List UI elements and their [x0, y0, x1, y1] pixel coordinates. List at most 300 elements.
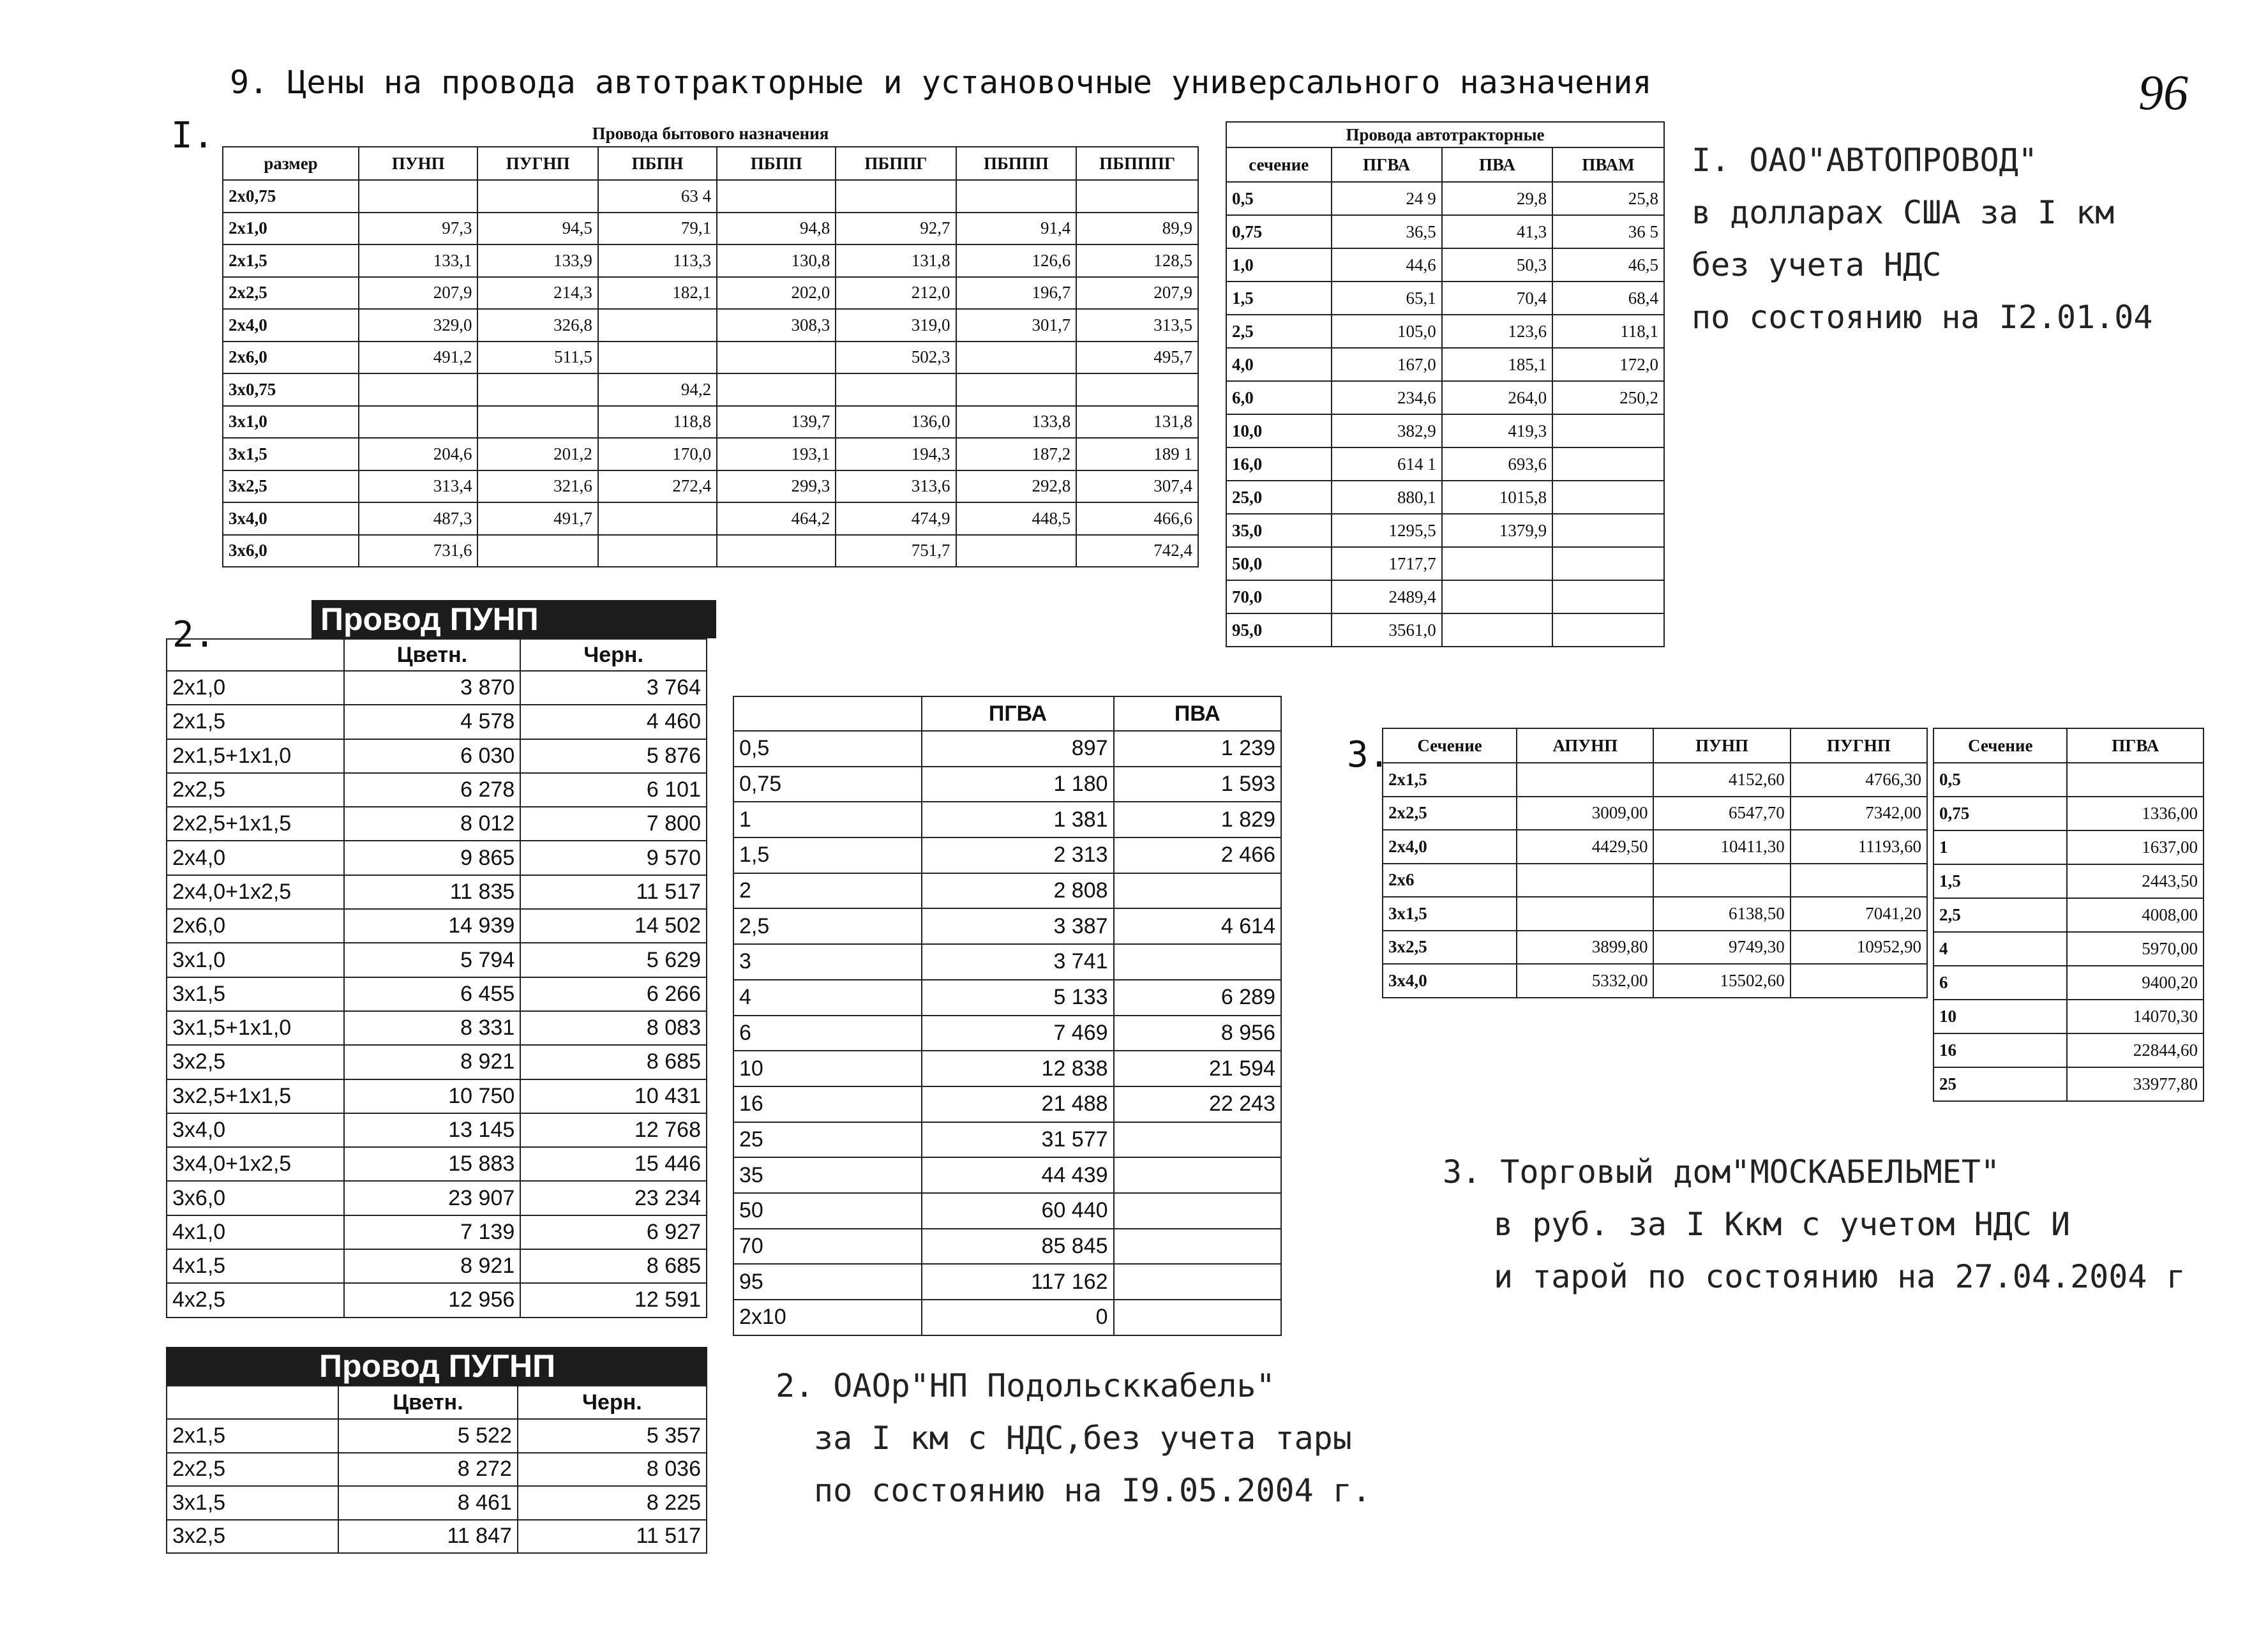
column-header: ПУГНП	[477, 147, 597, 180]
price-cell: 5 133	[922, 980, 1113, 1016]
table-banner: Провод ПУНП	[312, 600, 716, 638]
table-row	[223, 535, 1198, 567]
price-cell: 63 4	[598, 180, 717, 213]
price-cell: 11 517	[520, 875, 707, 909]
price-cell	[598, 535, 717, 567]
price-cell	[1517, 864, 1653, 897]
supplier-note-2	[776, 1360, 1371, 1517]
price-cell: 10 750	[344, 1079, 521, 1113]
price-cell	[956, 535, 1077, 567]
row-label-cell: 3x2,5	[167, 1520, 338, 1554]
table-row	[167, 739, 707, 773]
table-row	[1933, 932, 2204, 966]
column-header: ПБПППГ	[1076, 147, 1198, 180]
table-row	[223, 309, 1198, 342]
column-header: ПУНП	[1653, 728, 1790, 763]
price-cell: 6 289	[1114, 980, 1281, 1016]
price-cell: 3 387	[922, 908, 1113, 944]
price-cell: 7342,00	[1791, 797, 1927, 830]
price-cell: 8 331	[344, 1011, 521, 1045]
moskabelmet-pgva-table	[1933, 728, 2204, 1102]
row-label-cell: 25,0	[1226, 481, 1332, 514]
price-cell: 0	[922, 1300, 1113, 1335]
column-header: ПГВА	[2067, 728, 2204, 763]
row-label-cell: 0,75	[733, 767, 922, 802]
column-header	[733, 696, 922, 731]
price-cell	[1114, 1122, 1281, 1158]
punp-table	[166, 638, 707, 1318]
price-cell: 5 876	[520, 739, 707, 773]
table-row	[167, 943, 707, 977]
price-cell	[598, 502, 717, 535]
column-header: Сечение	[1383, 728, 1517, 763]
price-cell: 1295,5	[1332, 514, 1442, 547]
section-marker-2: 2.	[172, 614, 216, 656]
row-label-cell: 70,0	[1226, 580, 1332, 613]
price-cell	[477, 373, 597, 406]
note-line: по состоянию на I9.05.2004 г.	[814, 1472, 1371, 1509]
price-cell: 12 591	[520, 1283, 707, 1317]
price-cell	[359, 373, 477, 406]
row-label-cell: 1,5	[1933, 864, 2067, 898]
column-header: ПВА	[1114, 696, 1281, 731]
row-label-cell: 3x2,5	[167, 1045, 344, 1079]
row-label-cell: 50	[733, 1193, 922, 1229]
row-label-cell: 4	[733, 980, 922, 1016]
price-cell: 4429,50	[1517, 830, 1653, 864]
price-cell: 167,0	[1332, 348, 1442, 381]
price-cell	[1517, 763, 1653, 797]
price-cell	[1442, 580, 1552, 613]
price-cell: 491,2	[359, 342, 477, 374]
price-cell: 897	[922, 731, 1113, 767]
price-cell: 495,7	[1076, 342, 1198, 374]
price-cell: 8 012	[344, 807, 521, 841]
price-cell: 170,0	[598, 438, 717, 470]
table-caption: Провода бытового назначения	[223, 121, 1198, 147]
table-row	[167, 1181, 707, 1215]
table-row	[167, 1283, 707, 1317]
row-label-cell: 0,5	[1933, 763, 2067, 797]
table-row	[1383, 797, 1927, 830]
row-label-cell: 2x1,5+1x1,0	[167, 739, 344, 773]
price-cell: 117 162	[922, 1264, 1113, 1300]
price-cell: 2489,4	[1332, 580, 1442, 613]
price-cell: 10952,90	[1791, 931, 1927, 965]
table-row	[733, 1122, 1281, 1158]
row-label-cell: 10,0	[1226, 414, 1332, 447]
price-cell: 742,4	[1076, 535, 1198, 567]
price-cell: 130,8	[717, 244, 836, 277]
price-cell	[1552, 447, 1664, 481]
column-header: АПУНП	[1517, 728, 1653, 763]
table-row	[167, 671, 707, 705]
price-cell: 6 455	[344, 977, 521, 1011]
price-cell: 11 517	[518, 1520, 707, 1554]
price-cell: 68,4	[1552, 282, 1664, 315]
price-cell: 731,6	[359, 535, 477, 567]
table-header-row	[223, 147, 1198, 180]
note-line: в долларах США за I км	[1692, 194, 2115, 231]
price-cell: 29,8	[1442, 182, 1552, 215]
row-label-cell: 2x0,75	[223, 180, 359, 213]
price-cell: 126,6	[956, 244, 1077, 277]
row-label-cell: 2x1,5	[223, 244, 359, 277]
row-label-cell: 2x1,5	[167, 1419, 338, 1453]
table-row	[223, 180, 1198, 213]
row-label-cell: 25	[733, 1122, 922, 1158]
row-label-cell: 4x1,5	[167, 1249, 344, 1283]
section-marker-3: 3.	[1347, 734, 1390, 776]
price-cell: 214,3	[477, 277, 597, 310]
price-cell: 8 461	[338, 1486, 518, 1520]
price-cell: 313,6	[836, 470, 956, 503]
price-cell: 97,3	[359, 213, 477, 245]
column-header: ПВАМ	[1552, 147, 1664, 182]
note-line: 3. Торговый дом"МОСКАБЕЛЬМЕТ"	[1443, 1153, 2000, 1190]
price-cell	[1114, 1229, 1281, 1265]
price-cell: 1 829	[1114, 802, 1281, 837]
price-cell: 491,7	[477, 502, 597, 535]
price-cell	[1114, 873, 1281, 909]
column-header: Черн.	[520, 639, 707, 671]
price-cell	[1791, 964, 1927, 998]
price-cell: 5332,00	[1517, 964, 1653, 998]
row-label-cell: 16,0	[1226, 447, 1332, 481]
row-label-cell: 2x2,5	[167, 1453, 338, 1487]
row-label-cell: 2x10	[733, 1300, 922, 1335]
table-row	[1383, 830, 1927, 864]
row-label-cell: 1	[733, 802, 922, 837]
row-label-cell: 4x1,0	[167, 1215, 344, 1249]
price-cell: 133,9	[477, 244, 597, 277]
table-row	[1933, 1067, 2204, 1101]
row-label-cell: 6,0	[1226, 381, 1332, 414]
price-cell: 105,0	[1332, 315, 1442, 348]
price-cell	[717, 342, 836, 374]
row-label-cell: 3x2,5	[223, 470, 359, 503]
price-cell: 187,2	[956, 438, 1077, 470]
price-cell: 9 865	[344, 841, 521, 875]
price-cell: 419,3	[1442, 414, 1552, 447]
row-label-cell: 6	[733, 1016, 922, 1051]
price-cell: 13 145	[344, 1113, 521, 1147]
price-cell	[1114, 1264, 1281, 1300]
row-label-cell: 3x1,0	[167, 943, 344, 977]
table-row	[223, 406, 1198, 439]
price-cell: 31 577	[922, 1122, 1113, 1158]
price-cell: 1 593	[1114, 767, 1281, 802]
page-title: 9. Цены на провода автотракторные и установочные универсального назначения	[230, 64, 1652, 101]
price-cell: 41,3	[1442, 215, 1552, 248]
table-row	[733, 1016, 1281, 1051]
row-label-cell: 16	[1933, 1033, 2067, 1067]
price-cell: 8 225	[518, 1486, 707, 1520]
row-label-cell: 0,5	[733, 731, 922, 767]
table-row	[733, 980, 1281, 1016]
table-row	[733, 944, 1281, 980]
column-header: ПБППГ	[836, 147, 956, 180]
price-cell: 94,5	[477, 213, 597, 245]
table-row	[733, 1086, 1281, 1122]
table-row	[1226, 182, 1664, 215]
table-row	[733, 1193, 1281, 1229]
row-label-cell: 3x4,0	[167, 1113, 344, 1147]
price-cell: 614 1	[1332, 447, 1442, 481]
table-row	[1933, 864, 2204, 898]
supplier-note-3	[1443, 1146, 2186, 1303]
table-row	[1226, 613, 1664, 647]
price-cell: 23 234	[520, 1181, 707, 1215]
price-cell	[836, 373, 956, 406]
column-header: Цветн.	[338, 1386, 518, 1419]
table-row	[1226, 381, 1664, 414]
table-row	[1383, 864, 1927, 897]
household-wires-table	[222, 121, 1199, 567]
table-row	[733, 1300, 1281, 1335]
moskabelmet-table	[1382, 728, 1928, 998]
price-cell: 326,8	[477, 309, 597, 342]
row-label-cell: 2,5	[1226, 315, 1332, 348]
table-row	[733, 767, 1281, 802]
row-label-cell: 1,5	[1226, 282, 1332, 315]
column-header: ПГВА	[922, 696, 1113, 731]
price-cell	[477, 406, 597, 439]
price-cell: 7 800	[520, 807, 707, 841]
price-cell: 321,6	[477, 470, 597, 503]
table-row	[1383, 763, 1927, 797]
table-row	[223, 342, 1198, 374]
price-cell: 751,7	[836, 535, 956, 567]
table-row	[1933, 898, 2204, 932]
note-line: I. ОАО"АВТОПРОВОД"	[1692, 142, 2038, 179]
price-cell: 85 845	[922, 1229, 1113, 1265]
column-header: ПБППП	[956, 147, 1077, 180]
price-cell: 313,5	[1076, 309, 1198, 342]
row-label-cell: 3x6,0	[223, 535, 359, 567]
price-cell: 292,8	[956, 470, 1077, 503]
price-cell: 2443,50	[2067, 864, 2204, 898]
price-cell: 70,4	[1442, 282, 1552, 315]
price-cell: 502,3	[836, 342, 956, 374]
price-cell: 14070,30	[2067, 1000, 2204, 1033]
row-label-cell: 4,0	[1226, 348, 1332, 381]
price-cell	[956, 342, 1077, 374]
price-cell: 185,1	[1442, 348, 1552, 381]
price-cell: 7 469	[922, 1016, 1113, 1051]
price-cell: 4 614	[1114, 908, 1281, 944]
row-label-cell: 3x1,5	[167, 977, 344, 1011]
table-row	[1226, 282, 1664, 315]
row-label-cell: 3x4,0	[1383, 964, 1517, 998]
table-row	[167, 773, 707, 807]
row-label-cell: 2x6	[1383, 864, 1517, 897]
price-cell: 3 741	[922, 944, 1113, 980]
price-cell	[1552, 514, 1664, 547]
price-cell	[359, 180, 477, 213]
price-cell: 880,1	[1332, 481, 1442, 514]
column-header: ПБПН	[598, 147, 717, 180]
price-cell: 33977,80	[2067, 1067, 2204, 1101]
table-row	[733, 802, 1281, 837]
table-row	[223, 373, 1198, 406]
table-row	[733, 1229, 1281, 1265]
price-cell: 8 921	[344, 1249, 521, 1283]
table-row	[1383, 931, 1927, 965]
price-cell	[1076, 180, 1198, 213]
price-cell	[1791, 864, 1927, 897]
price-cell	[477, 535, 597, 567]
price-cell: 9749,30	[1653, 931, 1790, 965]
price-cell: 12 768	[520, 1113, 707, 1147]
price-cell	[1114, 1300, 1281, 1335]
table-row	[1933, 1033, 2204, 1067]
table-row	[167, 1079, 707, 1113]
price-cell: 693,6	[1442, 447, 1552, 481]
price-cell: 79,1	[598, 213, 717, 245]
row-label-cell: 0,75	[1933, 797, 2067, 830]
price-cell: 36 5	[1552, 215, 1664, 248]
row-label-cell: 2x6,0	[167, 909, 344, 943]
price-cell	[1114, 944, 1281, 980]
price-cell: 299,3	[717, 470, 836, 503]
row-label-cell: 2x2,5	[223, 277, 359, 310]
price-cell: 2 466	[1114, 837, 1281, 873]
price-cell: 6547,70	[1653, 797, 1790, 830]
table-banner: Провод ПУГНП	[166, 1347, 707, 1385]
price-cell: 139,7	[717, 406, 836, 439]
row-label-cell: 95,0	[1226, 613, 1332, 647]
column-header: Сечение	[1933, 728, 2067, 763]
table-row	[1226, 315, 1664, 348]
table-row	[1226, 215, 1664, 248]
table-row	[1226, 481, 1664, 514]
row-label-cell: 35	[733, 1157, 922, 1193]
note-line: без учета НДС	[1692, 246, 1942, 283]
row-label-cell: 2x4,0	[167, 841, 344, 875]
price-cell: 487,3	[359, 502, 477, 535]
row-label-cell: 0,5	[1226, 182, 1332, 215]
price-cell: 196,7	[956, 277, 1077, 310]
price-cell: 94,2	[598, 373, 717, 406]
price-cell: 3899,80	[1517, 931, 1653, 965]
row-label-cell: 2x1,0	[167, 671, 344, 705]
price-cell: 1336,00	[2067, 797, 2204, 830]
row-label-cell: 3x4,0	[223, 502, 359, 535]
price-cell: 7041,20	[1791, 897, 1927, 931]
price-cell: 21 594	[1114, 1051, 1281, 1086]
price-cell: 4 460	[520, 705, 707, 739]
column-header: сечение	[1226, 147, 1332, 182]
price-cell	[598, 309, 717, 342]
table-row	[1226, 447, 1664, 481]
price-cell: 12 838	[922, 1051, 1113, 1086]
price-cell	[1442, 547, 1552, 580]
table-row	[167, 1520, 707, 1554]
price-cell: 15 883	[344, 1147, 521, 1181]
price-cell: 2 808	[922, 873, 1113, 909]
table-row	[733, 1051, 1281, 1086]
column-header: Черн.	[518, 1386, 707, 1419]
price-cell: 44,6	[1332, 248, 1442, 282]
row-label-cell: 10	[733, 1051, 922, 1086]
price-cell	[477, 180, 597, 213]
price-cell: 1015,8	[1442, 481, 1552, 514]
price-cell: 4152,60	[1653, 763, 1790, 797]
pugnp-table	[166, 1385, 707, 1554]
price-cell	[956, 373, 1077, 406]
row-label-cell: 16	[733, 1086, 922, 1122]
price-cell: 301,7	[956, 309, 1077, 342]
row-label-cell: 25	[1933, 1067, 2067, 1101]
table-row	[733, 731, 1281, 767]
note-line: и тарой по состоянию на 27.04.2004 г	[1494, 1258, 2186, 1295]
price-cell: 207,9	[1076, 277, 1198, 310]
price-cell: 6 266	[520, 977, 707, 1011]
price-cell: 1637,00	[2067, 830, 2204, 864]
table-header-row	[1383, 728, 1927, 763]
price-cell: 8 921	[344, 1045, 521, 1079]
price-cell: 189 1	[1076, 438, 1198, 470]
price-cell: 14 502	[520, 909, 707, 943]
price-cell: 5 794	[344, 943, 521, 977]
table-row	[223, 213, 1198, 245]
price-cell: 329,0	[359, 309, 477, 342]
column-header: ПБПП	[717, 147, 836, 180]
row-label-cell: 3x2,5	[1383, 931, 1517, 965]
row-label-cell: 3x0,75	[223, 373, 359, 406]
price-cell	[598, 342, 717, 374]
price-cell: 136,0	[836, 406, 956, 439]
price-cell: 9400,20	[2067, 966, 2204, 1000]
table-row	[1933, 763, 2204, 797]
price-cell: 202,0	[717, 277, 836, 310]
row-label-cell: 95	[733, 1264, 922, 1300]
price-cell: 22 243	[1114, 1086, 1281, 1122]
price-cell: 8 083	[520, 1011, 707, 1045]
table-row	[733, 1264, 1281, 1300]
row-label-cell: 3x1,5	[223, 438, 359, 470]
row-label-cell: 4	[1933, 932, 2067, 966]
price-cell: 15502,60	[1653, 964, 1790, 998]
price-cell: 172,0	[1552, 348, 1664, 381]
price-cell: 10411,30	[1653, 830, 1790, 864]
price-cell: 46,5	[1552, 248, 1664, 282]
price-cell: 8 685	[520, 1045, 707, 1079]
price-cell: 1 239	[1114, 731, 1281, 767]
table-row	[1226, 248, 1664, 282]
price-cell: 319,0	[836, 309, 956, 342]
column-header	[167, 639, 344, 671]
price-cell: 8 036	[518, 1453, 707, 1487]
column-header: ПУГНП	[1791, 728, 1927, 763]
row-label-cell: 3x1,5+1x1,0	[167, 1011, 344, 1045]
note-line: по состоянию на I2.01.04	[1692, 299, 2153, 336]
row-label-cell: 2x1,0	[223, 213, 359, 245]
table-row	[167, 1419, 707, 1453]
price-cell: 511,5	[477, 342, 597, 374]
price-cell: 264,0	[1442, 381, 1552, 414]
price-cell: 123,6	[1442, 315, 1552, 348]
price-cell: 5 357	[518, 1419, 707, 1453]
row-label-cell: 3x1,5	[1383, 897, 1517, 931]
table-row	[167, 875, 707, 909]
row-label-cell: 0,75	[1226, 215, 1332, 248]
table-row	[167, 807, 707, 841]
table-row	[733, 873, 1281, 909]
price-cell: 1379,9	[1442, 514, 1552, 547]
price-cell: 15 446	[520, 1147, 707, 1181]
